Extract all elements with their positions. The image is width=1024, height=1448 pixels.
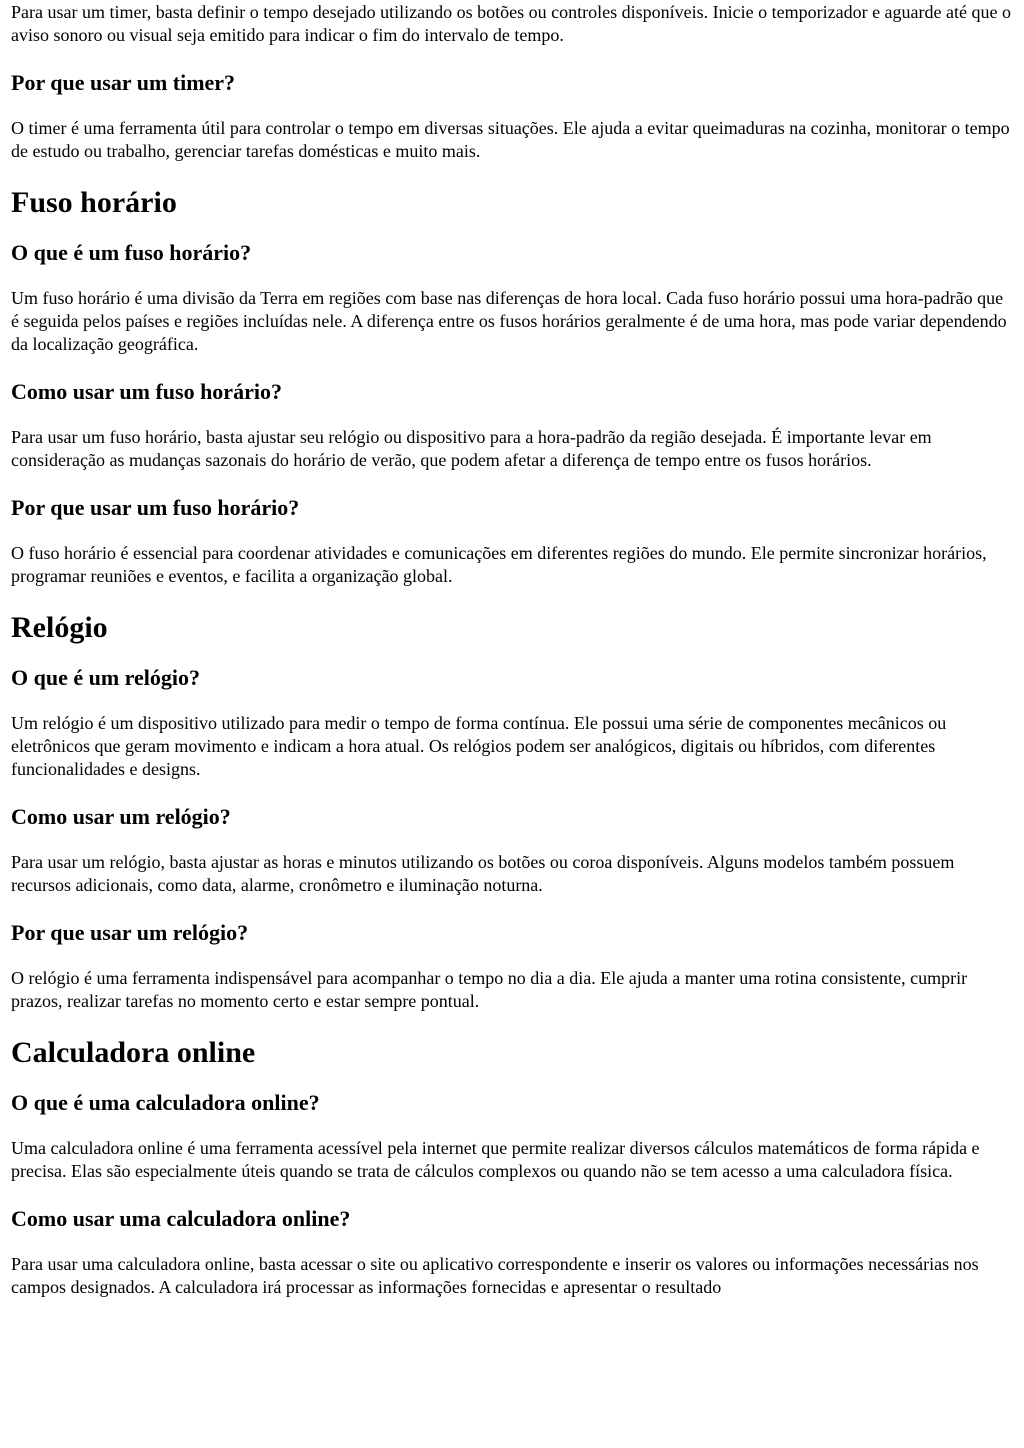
fuso-why-paragraph: O fuso horário é essencial para coordenar atividades e comunicações em diferentes regiões do mundo. Ele permite sincronizar horários, programar reuniões e eventos, e facilita a organização global. — [11, 543, 987, 586]
article-body — [0, 1, 1024, 1299]
calculadora-what-heading: O que é uma calculadora online? — [11, 1090, 320, 1115]
timer-why-paragraph: O timer é uma ferramenta útil para controlar o tempo em diversas situações. Ele ajuda a evitar queimaduras na cozinha, monitorar o tempo de estudo ou trabalho, gerenciar tarefas domésticas e muito mais. — [11, 118, 1010, 161]
fuso-what-heading: O que é um fuso horário? — [11, 240, 252, 265]
timer-why-heading: Por que usar um timer? — [11, 70, 236, 95]
relogio-section-title: Relógio — [11, 611, 108, 644]
fuso-section-title: Fuso horário — [11, 186, 177, 219]
calculadora-how-heading: Como usar uma calculadora online? — [11, 1206, 351, 1231]
calculadora-what-paragraph: Uma calculadora online é uma ferramenta acessível pela internet que permite realizar diversos cálculos matemáticos de forma rápida e precisa. Elas são especialmente úteis quando se trata de cálculos complexos ou quando não se tem acesso a uma calculadora física. — [11, 1138, 980, 1181]
fuso-how-heading: Como usar um fuso horário? — [11, 379, 282, 404]
relogio-how-paragraph: Para usar um relógio, basta ajustar as horas e minutos utilizando os botões ou coroa disponíveis. Alguns modelos também possuem recursos adicionais, como data, alarme, cronômetro e iluminação noturna. — [11, 852, 955, 895]
relogio-why-paragraph: O relógio é uma ferramenta indispensável para acompanhar o tempo no dia a dia. Ele ajuda a manter uma rotina consistente, cumprir prazos, realizar tarefas no momento certo e estar sempre pontual. — [11, 968, 968, 1011]
relogio-why-heading: Por que usar um relógio? — [11, 920, 249, 945]
fuso-what-paragraph: Um fuso horário é uma divisão da Terra em regiões com base nas diferenças de hora local. Cada fuso horário possui uma hora-padrão que é seguida pelos países e regiões incluídas nele. A diferença entre os fusos horários geralmente é de uma hora, mas pode variar dependendo da localização geográfica. — [11, 288, 1007, 354]
relogio-what-heading: O que é um relógio? — [11, 665, 201, 690]
calculadora-section-title: Calculadora online — [11, 1036, 256, 1069]
fuso-how-paragraph: Para usar um fuso horário, basta ajustar seu relógio ou dispositivo para a hora-padrão da região desejada. É importante levar em consideração as mudanças sazonais do horário de verão, que podem afetar a diferença de tempo entre os fusos horários. — [11, 427, 932, 470]
calculadora-how-paragraph: Para usar uma calculadora online, basta acessar o site ou aplicativo correspondente e inserir os valores ou informações necessárias nos campos designados. A calculadora irá processar as informações fornecidas e apresentar o resultado — [11, 1254, 979, 1297]
fuso-why-heading: Por que usar um fuso horário? — [11, 495, 300, 520]
relogio-how-heading: Como usar um relógio? — [11, 804, 231, 829]
relogio-what-paragraph: Um relógio é um dispositivo utilizado para medir o tempo de forma contínua. Ele possui uma série de componentes mecânicos ou eletrônicos que geram movimento e indicam a hora atual. Os relógios podem ser analógicos, digitais ou híbridos, com diferentes funcionalidades e designs. — [11, 713, 947, 779]
timer-how-paragraph: Para usar um timer, basta definir o tempo desejado utilizando os botões ou controles disponíveis. Inicie o temporizador e aguarde até que o aviso sonoro ou visual seja emitido para indicar o fim do intervalo de tempo. — [11, 2, 1011, 45]
